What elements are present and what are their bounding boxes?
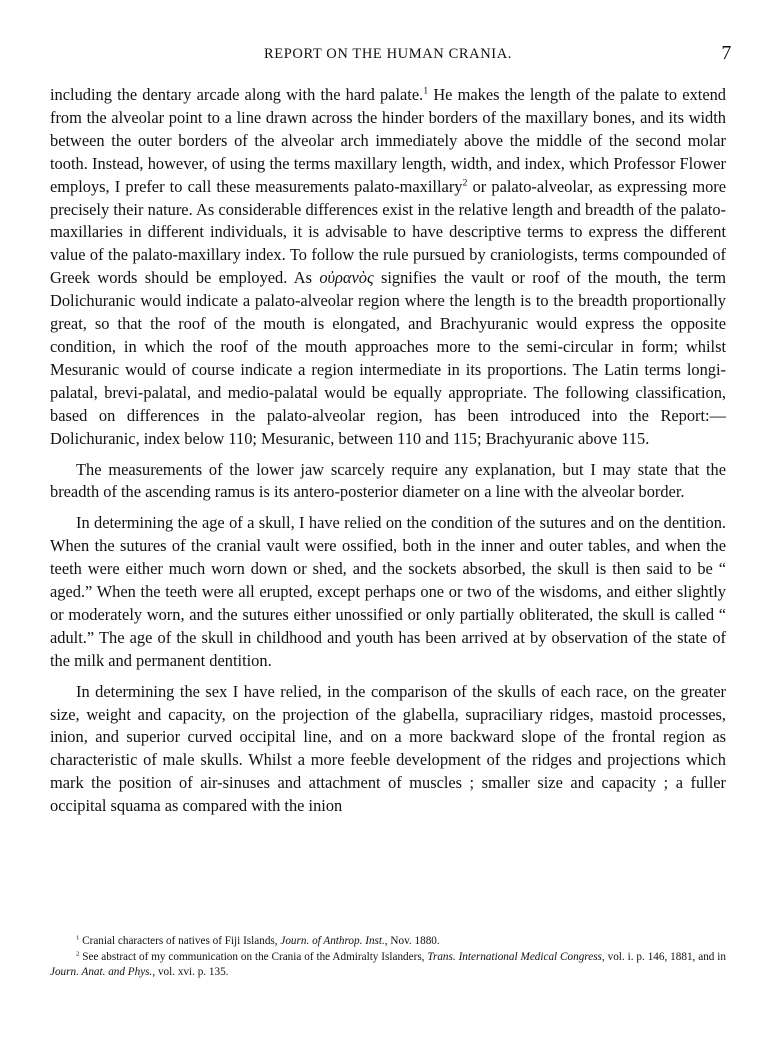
text-span: , vol. i. p. 146, 1881, and in xyxy=(601,950,726,963)
text-span: , Nov. 1880. xyxy=(384,935,440,947)
text-span: Cranial characters of natives of Fiji Islands, xyxy=(79,935,281,947)
journal-title: Trans. International Medical Congress xyxy=(427,950,602,963)
footnote-ref-1: 1 xyxy=(423,85,429,97)
paragraph-sex: In determining the sex I have relied, in the comparison of the skulls of each race, on the greater size, weight and capacity, on the projection of the glabella, supraciliary ridges, mastoid processes, inion, and superior curved occipital line, and on a more backward slope of the frontal region as characteristic of male skulls. Whilst a more feeble development of the ridges and projections which mark the position of air-sinuses and attachment of muscles ; smaller size and capacity ; a fuller occipital squama as compared with the inion xyxy=(50,681,726,816)
running-title: REPORT ON THE HUMAN CRANIA. xyxy=(263,46,513,62)
footnote-2 xyxy=(50,950,726,981)
footnote-marker: 1 xyxy=(76,934,80,942)
text-span: or palato-alveolar, as expressing more precisely their nature. As considerable differences exist in the relative length and breadth of the palato-maxillaries in different individuals, it is advisable to have descriptive terms to express the different value of the palato-maxillary index. To follow the rule pursued by craniologists, terms compounded of Greek words should be employed. As xyxy=(50,176,727,288)
text-span: He makes the length of the palate to extend from the alveolar point to a line drawn across the hinder borders of the maxillary bones, and its width between the outer borders of the alveolar arch immediately above the middle of the second molar tooth. Instead, however, of using the terms maxillary length, width, and index, which Professor Flower employs, I prefer to call these measurements palato-maxillary xyxy=(50,85,726,196)
paragraph-palate xyxy=(50,84,726,451)
page-number: 7 xyxy=(721,42,732,64)
journal-title: Journ. of Anthrop. Inst. xyxy=(280,935,385,947)
footnote-marker: 2 xyxy=(76,949,80,957)
paragraph-age: In determining the age of a skull, I have relied on the condition of the sutures and on the dentition. When the sutures of the cranial vault were ossified, both in the inner and outer tables, and when the teeth were either much worn down or shed, and the sockets absorbed, the skull is then said to be “ aged.” When the teeth were all erupted, except perhaps one or two of the wisdoms, and either slightly or moderately worn, and the sutures either unossified or only partially obliterated, the skull is called “ adult.” The age of the skull in childhood and youth has been arrived at by observation of the state of the milk and permanent dentition. xyxy=(50,513,726,670)
body-text xyxy=(50,84,726,826)
greek-word: οὐρανὸς xyxy=(319,268,374,288)
text-span: including the dentary arcade along with the hard palate. xyxy=(50,85,424,104)
text-span: , vol. xvi. p. 135. xyxy=(152,966,229,978)
journal-title: Journ. Anat. and Phys. xyxy=(50,966,153,978)
paragraph-lower-jaw: The measurements of the lower jaw scarcely require any explanation, but I may state that the breadth of the ascending ramus is its antero-posterior diameter on a line with the alveolar border. xyxy=(50,459,726,502)
footnote-1 xyxy=(50,934,726,950)
footnote-ref-2: 2 xyxy=(462,177,468,189)
footnotes xyxy=(50,934,726,981)
running-header xyxy=(0,38,776,68)
text-span: See abstract of my communication on the Crania of the Admiralty Islanders, xyxy=(79,950,428,963)
text-span: signifies the vault or roof of the mouth, the term Dolichuranic would indicate a palato-alveolar region where the length is to the breadth proportionally great, so that the roof of the mouth is elongated, and Brachyuranic would express the opposite condition, in which the roof of the mouth approaches more to the semi-circular in form; whilst Mesuranic would of course indicate a region intermediate in its proportions. The Latin terms longi-palatal, brevi-palatal, and medio-palatal would be equally appropriate. The following classification, based on differences in the palato-alveolar region, has been introduced into the Report:—Dolichuranic, index below 110; Mesuranic, between 110 and 115; Brachyuranic above 115. xyxy=(50,268,726,448)
